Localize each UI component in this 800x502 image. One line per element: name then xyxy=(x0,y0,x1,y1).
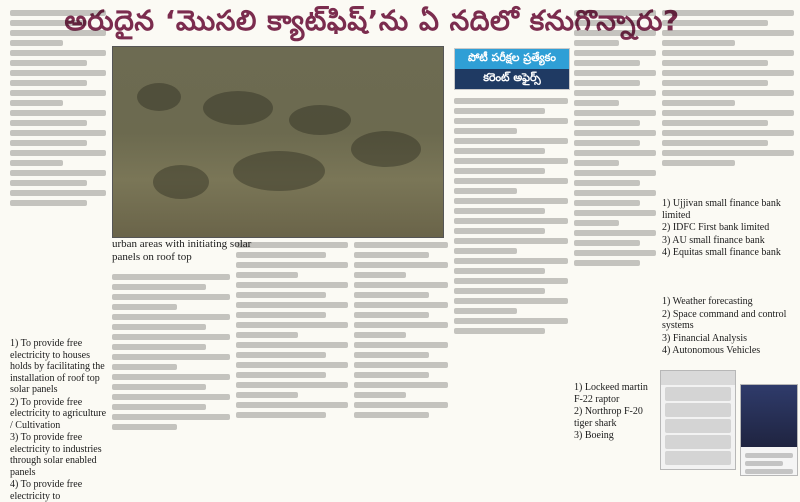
left-option-2: 2) To provide free electricity to agriculture / Cultivation xyxy=(10,396,107,431)
left-option-3: 3) To provide free electricity to industries through solar enabled panels xyxy=(10,432,102,478)
badge-bottom-label: కరెంట్‌ అఫైర్స్‌ xyxy=(455,69,569,89)
headline: అరుదైన ‘మొసలి క్యాట్‌ఫిష్‌’ను ఏ నదిలో కనుగొన్నారు? xyxy=(64,4,680,37)
catfish-photo xyxy=(112,46,444,238)
right-option-2: 2) IDFC First bank limited xyxy=(662,222,770,233)
text-column-4 xyxy=(354,238,448,476)
author-meta xyxy=(741,447,797,480)
right-option2-4: 4) Autonomous Vehicles xyxy=(662,345,761,356)
right-option3-2: 2) Northrop F-20 tiger shark xyxy=(574,406,643,429)
right-option-1: 1) Ujjivan small finance bank limited xyxy=(662,198,781,221)
author-box xyxy=(740,384,798,476)
text-column-5 xyxy=(454,94,568,476)
right-option-4: 4) Equitas small finance bank xyxy=(662,247,781,258)
left-options-english xyxy=(10,338,110,502)
left-option-1: 1) To provide free electricity to houses holds by facilitating the installation of roof top solar panels xyxy=(10,338,105,395)
right-option2-2: 2) Space command and control systems xyxy=(662,308,787,331)
right-options-english-2 xyxy=(662,296,794,366)
right-option-3: 3) AU small finance bank xyxy=(662,234,765,246)
author-photo xyxy=(741,385,797,447)
right-option2-3: 3) Financial Analysis xyxy=(662,332,747,344)
answer-key-table xyxy=(660,370,736,470)
text-column-2 xyxy=(112,270,230,476)
badge-top-label: పోటీ పరీక్షల ప్రత్యేకం xyxy=(455,49,569,69)
photo-caption: urban areas with initiating solar panels on roof top xyxy=(112,238,252,263)
section-badge xyxy=(454,48,570,90)
right-option3-1: 1) Lockeed martin F-22 raptor xyxy=(574,382,648,405)
left-option-4: 4) To provide free electricity to xyxy=(10,479,83,502)
right-options-english-3 xyxy=(574,382,656,441)
answer-key-header xyxy=(661,371,735,385)
right-options-english xyxy=(662,198,794,293)
right-option3-3: 3) Boeing xyxy=(574,430,614,441)
right-option2-1: 1) Weather forecasting xyxy=(662,296,753,307)
text-column-3 xyxy=(236,238,348,476)
